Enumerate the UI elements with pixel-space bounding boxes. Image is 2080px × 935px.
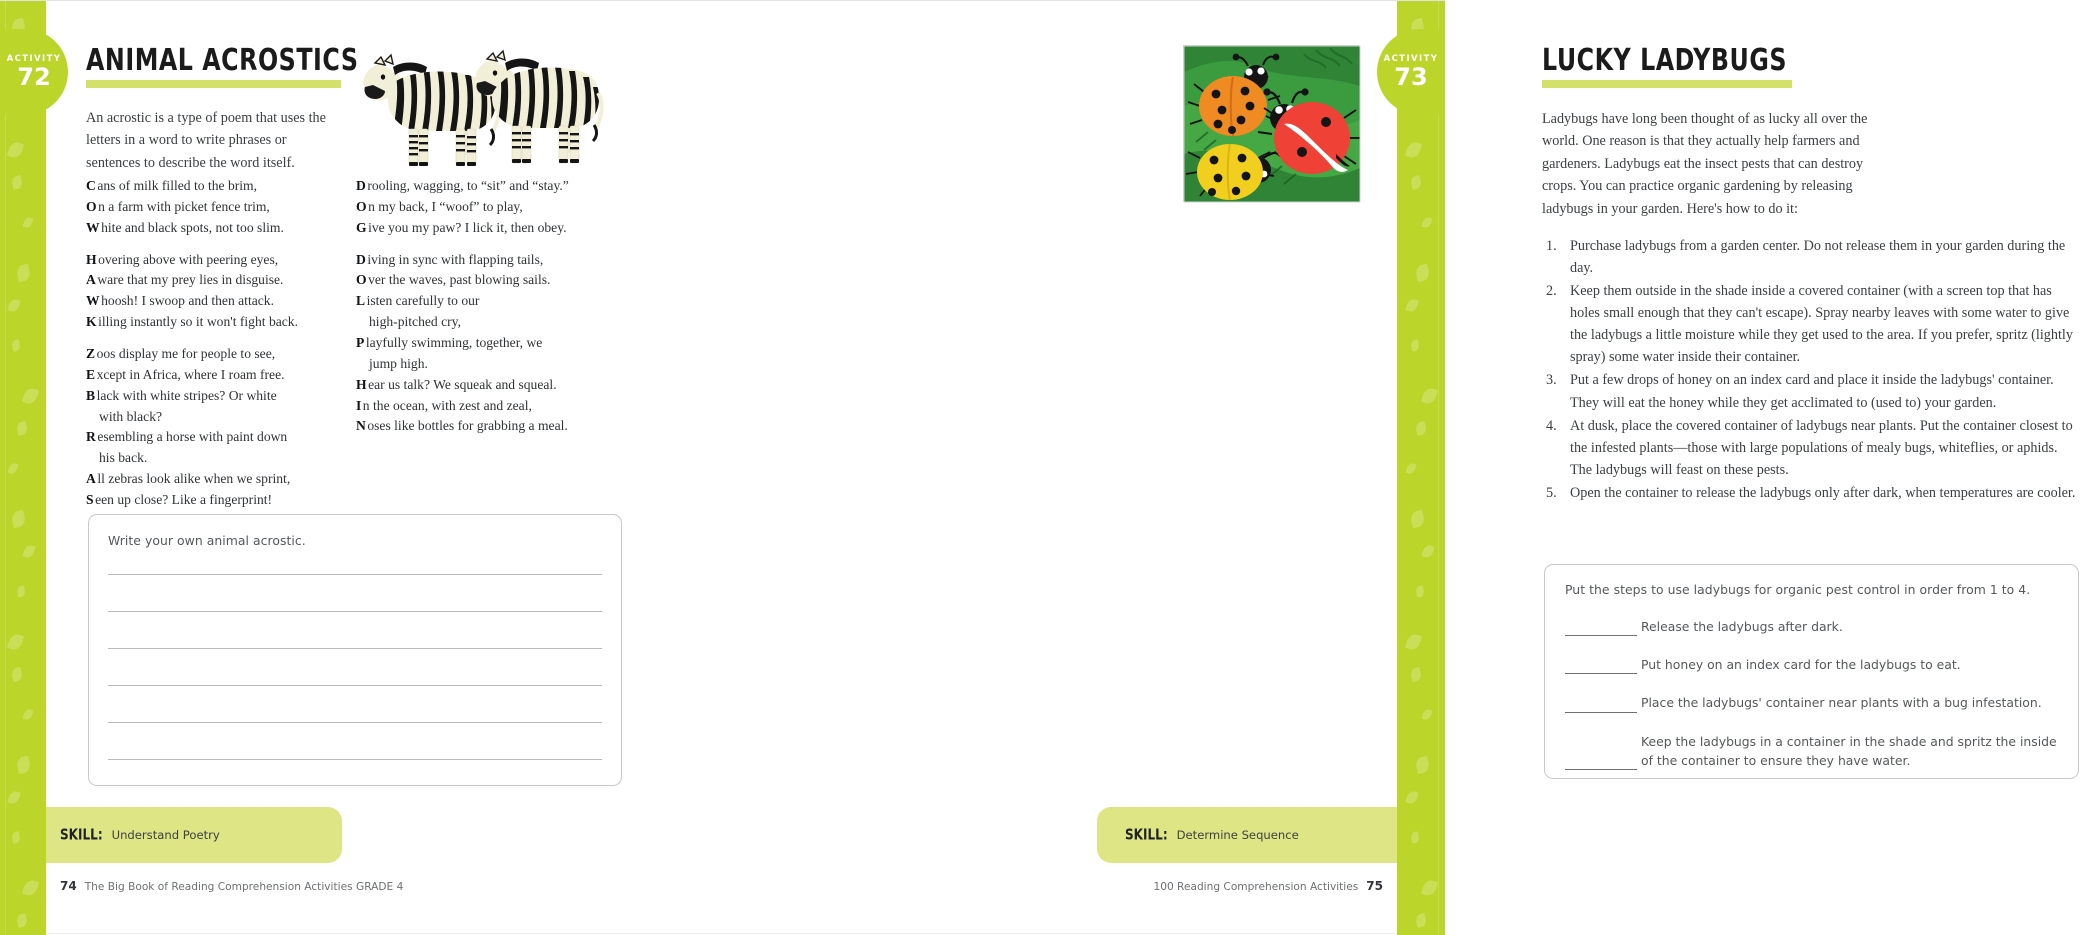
acrostic-line xyxy=(356,312,646,333)
acrostic-initial-letter: A xyxy=(86,471,96,487)
acrostic-initial-letter: C xyxy=(86,178,96,193)
acrostic-initial-letter: E xyxy=(86,366,96,382)
acrostic-line xyxy=(356,176,646,197)
sequence-item-text: Release the ladybugs after dark. xyxy=(1641,619,1843,634)
acrostic-line-text: een up close? Like a fingerprint! xyxy=(95,492,273,508)
acrostic-line-text: his back. xyxy=(99,450,148,466)
acrostic-line-text: with black? xyxy=(99,408,163,424)
sequence-answer-blank[interactable] xyxy=(1565,700,1637,713)
skill-label: SKILL: xyxy=(60,826,103,844)
writing-rule-line[interactable] xyxy=(108,574,602,575)
step-marker: 5. xyxy=(1546,484,1557,501)
acrostic-line xyxy=(86,386,356,407)
acrostic-line xyxy=(86,291,356,312)
activity-tab-word: ACTIVITY xyxy=(6,53,62,64)
acrostic-stanza xyxy=(356,176,646,239)
acrostic-initial-letter: B xyxy=(86,387,96,403)
footer-left xyxy=(60,879,403,893)
acrostic-line xyxy=(356,270,646,291)
acrostic-line xyxy=(86,197,356,218)
acrostic-line xyxy=(86,344,356,365)
acrostic-line-text: high-pitched cry, xyxy=(369,314,461,330)
step-marker: 1. xyxy=(1546,238,1557,254)
sequence-box-prompt: Put the steps to use ladybugs for organic pest control in order from 1 to 4. xyxy=(1565,582,2031,597)
acrostic-line xyxy=(86,250,356,271)
step-text: Open the container to release the ladybugs only after dark, when temperatures are cooler. xyxy=(1570,484,2076,501)
acrostic-line xyxy=(356,333,646,354)
acrostic-line-text: hoosh! I swoop and then attack. xyxy=(101,293,274,309)
acrostic-line-text: ive you my paw? I lick it, then obey. xyxy=(368,219,567,235)
step-list-item xyxy=(1542,415,2080,481)
intro-paragraph-left: An acrostic is a type of poem that uses the letters in a word to write phrases or sentences to describe the word itself. xyxy=(86,110,326,171)
footer-text-left: The Big Book of Reading Comprehension Activities GRADE 4 xyxy=(84,881,404,893)
acrostic-initial-letter: W xyxy=(86,219,100,235)
ladybugs-illustration xyxy=(1183,45,1359,201)
acrostic-line-text: lack with white stripes? Or white xyxy=(96,387,277,403)
footer-text-right: 100 Reading Comprehension Activities xyxy=(1153,881,1359,893)
acrostic-stanza xyxy=(356,250,646,438)
step-text: At dusk, place the covered container of ladybugs near plants. Put the container closest to the infested plants—those with large populations of mealy bugs, whiteflies, or aphids. The ladybugs will feast on these pests. xyxy=(1570,417,2073,478)
two-page-spread xyxy=(0,1,2076,933)
acrostic-line-text: ear us talk? We squeak and squeal. xyxy=(368,376,557,392)
right-page xyxy=(722,1,2076,935)
acrostic-line xyxy=(86,270,356,291)
step-marker: 3. xyxy=(1546,372,1557,389)
acrostic-line xyxy=(356,197,646,218)
acrostic-initial-letter: K xyxy=(86,314,97,330)
writing-rule-line[interactable] xyxy=(108,611,602,612)
acrostic-line xyxy=(86,469,356,490)
skill-value: Determine Sequence xyxy=(1176,828,1299,842)
acrostic-stanza xyxy=(86,250,356,333)
writing-box-prompt: Write your own animal acrostic. xyxy=(108,533,306,548)
acrostic-line-text: xcept in Africa, where I roam free. xyxy=(96,366,285,382)
footer-right xyxy=(1153,879,1383,893)
skill-bar-right xyxy=(1097,807,1397,863)
acrostic-line xyxy=(86,490,356,511)
acrostic-line-text: oses like bottles for grabbing a meal. xyxy=(367,418,568,434)
acrostic-initial-letter: L xyxy=(356,293,366,309)
skill-label: SKILL: xyxy=(1125,826,1168,844)
acrostic-initial-letter: H xyxy=(86,251,97,267)
writing-response-box[interactable] xyxy=(88,514,622,786)
acrostic-initial-letter: G xyxy=(356,219,367,235)
acrostic-line-text: ans of milk filled to the brim, xyxy=(97,178,258,193)
acrostic-line xyxy=(86,218,356,239)
step-list-item xyxy=(1542,369,2080,413)
acrostic-line xyxy=(356,354,646,375)
step-list-item xyxy=(1542,235,2080,279)
acrostic-line xyxy=(356,375,646,396)
sequence-item xyxy=(1565,693,2058,712)
sequence-response-box[interactable] xyxy=(1544,564,2079,779)
acrostic-initial-letter: A xyxy=(86,272,96,288)
sequence-item xyxy=(1565,655,2058,674)
acrostic-stanza xyxy=(86,344,356,511)
step-text: Purchase ladybugs from a garden center. Do not release them in your garden during the day. xyxy=(1570,238,2066,277)
sequence-item-text: Place the ladybugs' container near plants with a bug infestation. xyxy=(1641,695,2042,711)
sequence-item xyxy=(1565,617,2058,636)
zebra-right xyxy=(475,51,601,163)
acrostic-line xyxy=(86,312,356,333)
writing-rule-line[interactable] xyxy=(108,685,602,686)
sequence-answer-blank[interactable] xyxy=(1565,757,1637,770)
sequence-item-text: Put honey on an index card for the ladybugs to eat. xyxy=(1641,657,1961,673)
acrostic-stanza xyxy=(86,176,356,239)
acrostic-line-text: layfully swimming, together, we xyxy=(365,335,543,351)
title-underline-left xyxy=(86,80,341,88)
acrostic-line-text: n my back, I “woof” to play, xyxy=(368,198,523,214)
step-list-item xyxy=(1542,482,2080,504)
acrostic-initial-letter: H xyxy=(356,376,367,392)
page-number-left: 74 xyxy=(60,879,77,893)
acrostic-line-text: oos display me for people to see, xyxy=(96,346,276,362)
zebras-illustration xyxy=(355,35,600,175)
left-page xyxy=(0,1,722,935)
activity-tab-number: 73 xyxy=(1394,62,1428,91)
sequence-answer-blank[interactable] xyxy=(1565,661,1637,674)
sequence-answer-blank[interactable] xyxy=(1565,623,1637,636)
acrostic-line xyxy=(86,176,356,197)
acrostic-line-text: ver the waves, past blowing sails. xyxy=(368,272,551,288)
acrostic-line-text: illing instantly so it won't fight back. xyxy=(98,314,299,330)
acrostic-line xyxy=(86,427,356,448)
acrostic-line-text: overing above with peering eyes, xyxy=(98,251,279,267)
acrostic-line xyxy=(356,291,646,312)
step-marker: 2. xyxy=(1546,283,1557,300)
acrostic-initial-letter: D xyxy=(356,251,366,267)
acrostic-initial-letter: Z xyxy=(86,346,96,362)
page-title-right: LUCKY LADYBUGS xyxy=(1542,43,1788,78)
page-number-right: 75 xyxy=(1366,879,1383,893)
acrostic-line-text: hite and black spots, not too slim. xyxy=(101,219,284,235)
acrostic-line-text: esembling a horse with paint down xyxy=(97,429,288,445)
acrostic-line-text: iving in sync with flapping tails, xyxy=(367,251,544,267)
acrostic-line-text: n a farm with picket fence trim, xyxy=(98,198,270,214)
acrostic-line xyxy=(86,407,356,428)
acrostic-initial-letter: P xyxy=(356,335,365,351)
acrostic-line xyxy=(86,448,356,469)
acrostic-line-text: isten carefully to our xyxy=(366,293,480,309)
step-text: Keep them outside in the shade inside a covered container (with a screen top that has holes small enough that they can't escape). Spray nearby leaves with some water to give the ladybugs a little moisture while they get used to the area. If you prefer, spritz (lightly spray) some water inside their container. xyxy=(1570,283,2073,366)
acrostic-initial-letter: W xyxy=(86,293,100,309)
writing-rule-line[interactable] xyxy=(108,722,602,723)
acrostic-line-text: jump high. xyxy=(369,355,428,371)
page-title-left: ANIMAL ACROSTICS xyxy=(86,43,359,78)
acrostic-line xyxy=(356,416,646,437)
skill-bar-left xyxy=(46,807,342,863)
acrostic-initial-letter: D xyxy=(356,178,366,193)
step-text: Put a few drops of honey on an index card and place it inside the ladybugs' container. They will eat the honey while they get acclimated to (used to) your garden. xyxy=(1570,372,2054,411)
acrostic-initial-letter: O xyxy=(86,198,97,214)
activity-tab-word: ACTIVITY xyxy=(1383,53,1439,64)
acrostic-initial-letter: S xyxy=(86,492,94,508)
activity-tab-number: 72 xyxy=(17,62,51,91)
intro-paragraph-right: Ladybugs have long been thought of as lucky all over the world. One reason is that they actually help farmers and gardeners. Ladybugs eat the insect pests that can destroy crops. You can practice organic gardening by releasing ladybugs in your garden. Here's how to do it: xyxy=(1542,111,1868,217)
sequence-item-text: Keep the ladybugs in a container in the shade and spritz the inside of the container to ensure they have water. xyxy=(1641,733,2057,768)
acrostic-line xyxy=(86,365,356,386)
acrostic-initial-letter: O xyxy=(356,198,367,214)
acrostic-line-text: rooling, wagging, to “sit” and “stay.” xyxy=(367,178,569,193)
acrostic-line-text: ll zebras look alike when we sprint, xyxy=(97,471,291,487)
acrostic-initial-letter: I xyxy=(356,397,362,413)
step-marker: 4. xyxy=(1546,417,1557,434)
ladybug-steps-list xyxy=(1542,235,2080,505)
acrostic-line xyxy=(356,396,646,417)
acrostic-poems-column-2 xyxy=(356,176,646,522)
acrostic-poems-column-1 xyxy=(86,176,356,522)
acrostic-initial-letter: O xyxy=(356,272,367,288)
writing-rule-line[interactable] xyxy=(108,759,602,760)
acrostic-line-text: ware that my prey lies in disguise. xyxy=(97,272,284,288)
sequence-item xyxy=(1565,732,2058,770)
step-list-item xyxy=(1542,280,2080,368)
title-underline-right xyxy=(1542,80,1792,88)
acrostic-initial-letter: N xyxy=(356,418,366,434)
acrostic-line-text: n the ocean, with zest and zeal, xyxy=(362,397,532,413)
acrostic-initial-letter: R xyxy=(86,429,96,445)
writing-rule-line[interactable] xyxy=(108,648,602,649)
skill-value: Understand Poetry xyxy=(111,828,220,842)
acrostic-line xyxy=(356,250,646,271)
acrostic-line xyxy=(356,218,646,239)
